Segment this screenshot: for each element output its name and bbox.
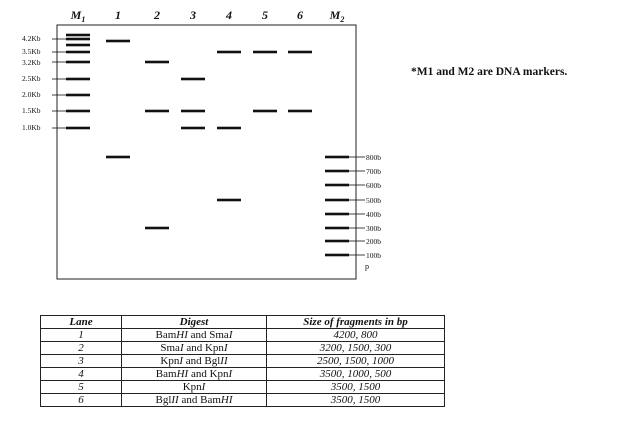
lane-2-band (145, 61, 169, 64)
lane-label-subscript: 1 (81, 15, 86, 24)
digest-text-part: I (179, 342, 184, 354)
table-row (41, 329, 445, 342)
marker-m1-label: 3.2Kb (22, 58, 41, 67)
table-header-row (41, 316, 445, 329)
table-cell-sizes: 4200, 800 (267, 329, 445, 342)
lane-labels (70, 8, 345, 24)
marker-m1-labels (22, 34, 66, 132)
lane-label: 3 (190, 8, 196, 22)
marker-m2-band (325, 184, 349, 187)
marker-m2-band (325, 240, 349, 243)
table-cell-digest (122, 342, 267, 355)
lane-1-band (106, 156, 130, 159)
marker-m1-label: 2.0Kb (22, 90, 41, 99)
table-cell-lane: 5 (41, 381, 122, 394)
digest-text-part: I (228, 368, 233, 380)
table-cell-lane: 6 (41, 394, 122, 407)
marker-m1-band (66, 94, 90, 97)
lane-6-band (288, 110, 312, 113)
table-cell-sizes: 2500, 1500, 1000 (267, 355, 445, 368)
lane-3-band (181, 110, 205, 113)
marker-m2-tail: p (365, 262, 369, 271)
table-row (41, 368, 445, 381)
marker-m2-band (325, 254, 349, 257)
digest-text-part: Bgl (155, 394, 172, 406)
lane-1-band (106, 40, 130, 43)
header-digest: Digest (122, 316, 267, 329)
digest-text-part: II (220, 355, 228, 367)
digest-text-part: I (201, 381, 206, 393)
digest-text-part: and Sma (187, 329, 229, 341)
marker-m2-label: 100b (366, 251, 381, 260)
table-cell-digest (122, 368, 267, 381)
table-cell-lane: 2 (41, 342, 122, 355)
lane-4-band (217, 127, 241, 130)
marker-m2-labels (349, 153, 381, 260)
marker-m2-band (325, 199, 349, 202)
lane-label: 5 (262, 8, 268, 22)
digest-text-part: I (179, 355, 183, 367)
table-cell-digest (122, 394, 267, 407)
gel-frame (57, 25, 356, 279)
digest-text-part: Bam (155, 329, 177, 341)
marker-m1-label: 1.0Kb (22, 123, 41, 132)
marker-m1-band (66, 34, 90, 37)
marker-m1-band (66, 110, 90, 113)
lane-2-band (145, 110, 169, 113)
digest-text-part: and Bgl (183, 355, 221, 367)
marker-m2-label: 800b (366, 153, 381, 162)
marker-note: *M1 and M2 are DNA markers. (411, 66, 568, 78)
marker-m1-label: 1.5Kb (22, 106, 41, 115)
marker-m2-band (325, 227, 349, 230)
lane-label: 4 (226, 8, 232, 22)
lane-label: 6 (297, 8, 303, 22)
digest-text-part: and Bam (178, 394, 221, 406)
digest-text-part: Kpn (182, 381, 202, 393)
marker-m2-label: 200b (366, 237, 381, 246)
marker-m2-band (325, 156, 349, 159)
lane-label: $M_1$ (70, 8, 86, 24)
table-cell-digest (122, 329, 267, 342)
table-cell-sizes: 3500, 1000, 500 (267, 368, 445, 381)
gel-bands (66, 34, 349, 257)
table-cell-lane: 1 (41, 329, 122, 342)
table-cell-digest (122, 381, 267, 394)
digest-text-part: Bam (155, 368, 177, 380)
header-lane: Lane (41, 316, 122, 329)
lane-3-band (181, 127, 205, 130)
lane-4-band (217, 51, 241, 54)
digest-text-part: Sma (160, 342, 180, 354)
digest-text-part: and Kpn (183, 342, 224, 354)
table-cell-sizes: 3200, 1500, 300 (267, 342, 445, 355)
marker-m1-band (66, 78, 90, 81)
lane-label-subscript: 2 (340, 15, 345, 24)
lane-5-band (253, 51, 277, 54)
lane-4-band (217, 199, 241, 202)
marker-m2-label: 300b (366, 224, 381, 233)
header-size: Size of fragments in bp (267, 316, 445, 329)
table-row (41, 381, 445, 394)
marker-m2-band (325, 170, 349, 173)
marker-m2-label: 500b (366, 196, 381, 205)
digest-text-part: II (171, 394, 179, 406)
fragment-table (40, 315, 445, 407)
lane-label: $M_2$ (329, 8, 345, 24)
table-row (41, 355, 445, 368)
table-cell-sizes: 3500, 1500 (267, 381, 445, 394)
marker-m2-label: 700b (366, 167, 381, 176)
marker-m1-band (66, 127, 90, 130)
digest-text-part: and Kpn (188, 368, 229, 380)
lane-5-band (253, 110, 277, 113)
digest-text-part: HI (220, 394, 233, 406)
marker-m1-band (66, 61, 90, 64)
table-cell-sizes: 3500, 1500 (267, 394, 445, 407)
table-row (41, 342, 445, 355)
lane-2-band (145, 227, 169, 230)
table-row (41, 394, 445, 407)
digest-text-part: HI (176, 368, 189, 380)
marker-m2-label: 600b (366, 181, 381, 190)
lane-label: 1 (115, 8, 121, 22)
lane-label: 2 (154, 8, 160, 22)
table-cell-digest (122, 355, 267, 368)
digest-text-part: I (228, 329, 233, 341)
digest-text-part: HI (176, 329, 188, 341)
marker-m1-label: 4.2Kb (22, 34, 41, 43)
marker-m2-band (325, 213, 349, 216)
marker-m1-band (66, 38, 90, 41)
lane-6-band (288, 51, 312, 54)
lane-3-band (181, 78, 205, 81)
marker-m2-label: 400b (366, 210, 381, 219)
marker-m1-band (66, 44, 90, 47)
marker-m1-label: 3.5Kb (22, 47, 41, 56)
digest-text-part: Kpn (160, 355, 180, 367)
digest-text-part: I (223, 342, 228, 354)
marker-m1-label: 2.5Kb (22, 74, 41, 83)
marker-m1-band (66, 51, 90, 54)
table-cell-lane: 4 (41, 368, 122, 381)
table-cell-lane: 3 (41, 355, 122, 368)
